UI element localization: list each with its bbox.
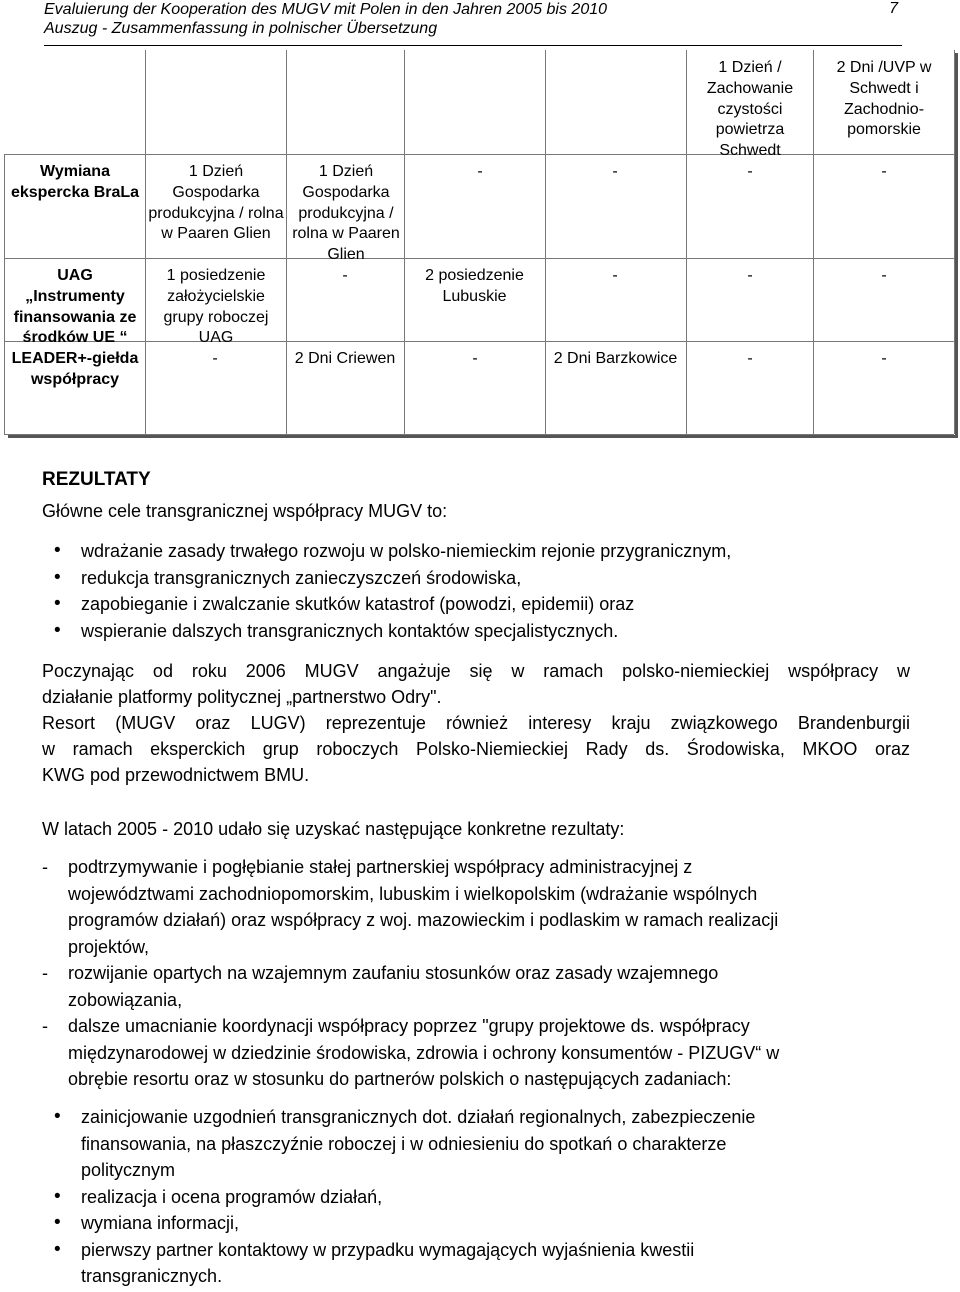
cell-paaren-glien-1: 1 Dzień Gospodarka produkcyjna / rolna w Paaren Glien — [148, 163, 284, 243]
list-item: • wdrażanie zasady trwałego rozwoju w polsko-niemieckim rejonie przygranicznym, — [54, 538, 731, 565]
dash-cell: - — [881, 163, 887, 180]
table-row-line — [4, 258, 954, 259]
list-marker: - — [42, 1016, 48, 1036]
list-item-line: dalsze umacnianie koordynacji współpracy poprzez "grupy projektowe ds. współpracy — [68, 1016, 750, 1036]
list-item — [54, 1237, 755, 1290]
cell-barzkowice: 2 Dni Barzkowice — [553, 350, 678, 367]
list-item-line: • wymiana informacji, — [81, 1213, 240, 1233]
paragraph-odra-partnership — [42, 658, 910, 710]
list-item — [54, 1104, 755, 1184]
list-item-line: programów działań) oraz współpracy z woj. mazowieckim i podlaskim w ramach realizacji — [68, 910, 779, 930]
dash-cell: - — [477, 163, 483, 180]
dash-cell: - — [472, 350, 478, 367]
dash-cell: - — [342, 267, 348, 284]
paragraph-line: w ramach eksperckich grup roboczych Polsko-Niemieckiej Rady ds. Środowiska, MKOO oraz — [42, 739, 910, 759]
cell-criewen: 2 Dni Criewen — [294, 350, 396, 367]
list-item-line: rozwijanie opartych na wzajemnym zaufaniu stosunków oraz zasady wzajemnego — [68, 963, 719, 983]
results-list — [42, 854, 910, 1093]
list-item-line: podtrzymywanie i pogłębianie stałej partnerskiej współpracy administracyjnej z — [68, 857, 693, 877]
list-item: • zapobieganie i zwalczanie skutków katastrof (powodzi, epidemii) oraz — [54, 591, 731, 618]
dash-cell: - — [747, 163, 753, 180]
list-item-line: zobowiązania, — [68, 989, 183, 1010]
goals-intro: Główne cele transgranicznej współpracy MUGV to: — [42, 501, 448, 521]
dash-cell: - — [212, 350, 218, 367]
table-row-line — [4, 341, 954, 342]
list-item-line: projektów, — [68, 936, 150, 957]
cell-air-quality-schwedt: 1 Dzień / Zachowanie czystości powietrza Schwedt — [706, 59, 794, 160]
running-header-subtitle: Auszug - Zusammenfassung in polnischer Übersetzung — [44, 20, 438, 37]
list-item-line: • pierwszy partner kontaktowy w przypadku wymagających wyjaśnienia kwestii — [81, 1239, 695, 1260]
list-item — [54, 1184, 755, 1211]
goals-list — [54, 538, 731, 644]
tasks-list — [54, 1104, 755, 1290]
list-item — [54, 1210, 755, 1237]
cell-paaren-glien-2: 1 Dzień Gospodarka produkcyjna / rolna w Paaren Glien — [292, 163, 400, 264]
paragraph-line: Resort (MUGV oraz LUGV) reprezentuje również interesy kraju związkowego Brandenburgii — [42, 713, 910, 733]
paragraph-line: KWG pod przewodnictwem BMU. — [42, 765, 310, 785]
list-item: • wspieranie dalszych transgranicznych kontaktów specjalistycznych. — [54, 618, 731, 645]
list-item-line: transgranicznych. — [81, 1266, 223, 1286]
list-item: • redukcja transgranicznych zanieczyszczeń środowiska, — [54, 565, 731, 592]
list-marker: - — [42, 857, 48, 877]
section-heading: REZULTATY — [42, 469, 151, 490]
dash-cell: - — [747, 350, 753, 367]
page-number: 7 — [889, 0, 898, 17]
table-divider — [545, 50, 546, 434]
dash-cell: - — [747, 267, 753, 284]
table-shadow — [8, 435, 958, 438]
cell-lubuskie: 2 posiedzenie Lubuskie — [425, 267, 524, 305]
list-item-line: województwami zachodniopomorskim, lubuskim i wielkopolskim (wdrażanie wspólnych — [68, 883, 758, 904]
dash-cell: - — [881, 267, 887, 284]
list-item — [42, 960, 910, 1013]
cell-uvp-schwedt: 2 Dni /UVP w Schwedt i Zachodnio-pomorskie — [836, 59, 932, 139]
running-header-title: Evaluierung der Kooperation des MUGV mit Polen in den Jahren 2005 bis 2010 — [44, 1, 608, 18]
dash-cell: - — [612, 267, 618, 284]
table-divider — [404, 50, 405, 434]
dash-cell: - — [612, 163, 618, 180]
paragraph-line: działanie platformy politycznej „partnerstwo Odry". — [42, 687, 442, 707]
table-divider — [145, 50, 146, 434]
table-shadow — [955, 53, 958, 437]
list-item-line: politycznym — [81, 1160, 176, 1180]
table-border-left — [4, 154, 5, 434]
cell-uag-founding: 1 posiedzenie założycielskie grupy roboczej UAG — [163, 267, 269, 347]
dash-cell: - — [881, 350, 887, 367]
paragraph-ministry — [42, 710, 910, 788]
table-divider — [286, 50, 287, 434]
results-intro: W latach 2005 - 2010 udało się uzyskać następujące konkretne rezultaty: — [42, 819, 625, 839]
list-item-line: obrębie resortu oraz w stosunku do partnerów polskich o następujących zadaniach: — [68, 1069, 732, 1089]
list-marker: - — [42, 963, 48, 983]
cooperation-table — [0, 50, 960, 440]
row-label-leader: LEADER+-giełda współpracy — [11, 350, 139, 388]
row-label-brala: Wymiana ekspercka BraLa — [10, 163, 140, 201]
list-item-line: finansowania, na płaszczyźnie roboczej i w odniesieniu do spotkań o charakterze — [81, 1133, 727, 1154]
paragraph-line: Poczynając od roku 2006 MUGV angażuje się w ramach polsko-niemieckiej współpracy w — [42, 661, 910, 681]
list-item-line: • zainicjowanie uzgodnień transgranicznych dot. działań regionalnych, zabezpieczenie — [81, 1107, 756, 1127]
list-item-line: międzynarodowej w dziedzinie środowiska, zdrowia i ochrony konsumentów - PIZUGV“ w — [68, 1042, 780, 1063]
list-item — [42, 1013, 910, 1093]
row-label-uag: UAG „Instrumenty finansowania ze środków UE “ — [13, 267, 137, 347]
header-rule — [44, 45, 902, 46]
list-item-line: • realizacja i ocena programów działań, — [81, 1186, 383, 1207]
list-item — [42, 854, 910, 960]
